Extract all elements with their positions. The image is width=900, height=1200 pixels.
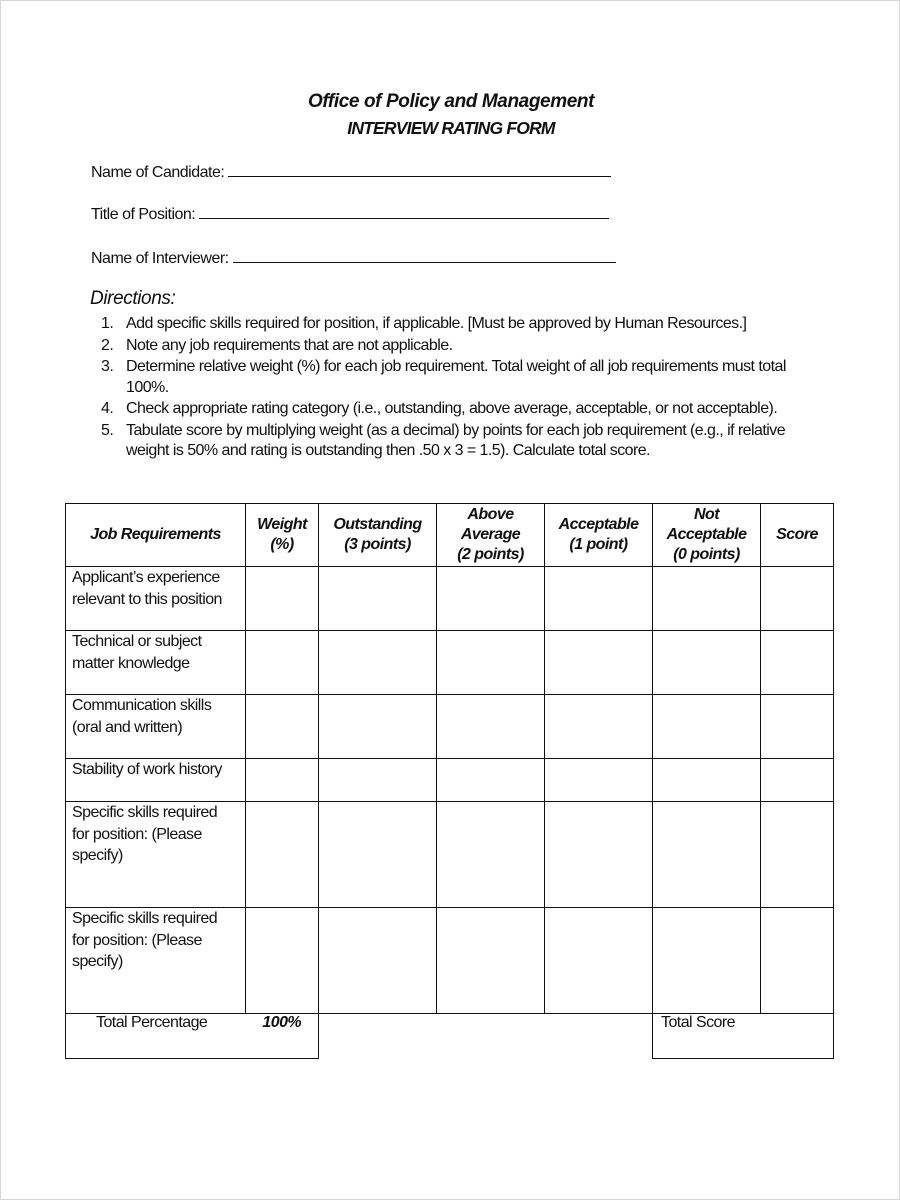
above-average-cell[interactable] [437,802,545,908]
score-cell[interactable] [761,631,834,695]
not-acceptable-cell[interactable] [653,908,761,1014]
document-subtitle: INTERVIEW RATING FORM [347,118,555,138]
directions-heading: Directions: [90,288,176,309]
not-acceptable-cell[interactable] [653,631,761,695]
above-average-cell[interactable] [437,567,545,631]
header-acceptable: Acceptable (1 point) [545,504,653,567]
acceptable-cell[interactable] [545,631,653,695]
direction-item: 2. Note any job requirements that are not applicable. [101,336,453,354]
candidate-blank-line[interactable] [228,162,611,177]
direction-item: 1. Add specific skills required for position, if applicable. [Must be approved by Human Resources.] [101,315,747,332]
candidate-label: Name of Candidate: [91,164,229,181]
not-acceptable-cell[interactable] [653,759,761,802]
score-cell[interactable] [761,695,834,759]
interviewer-blank-line[interactable] [233,248,616,263]
weight-cell[interactable] [246,759,319,802]
header-above-average: Above Average (2 points) [437,504,545,567]
header-weight: Weight (%) [246,504,319,567]
weight-cell[interactable] [246,908,319,1014]
position-blank-line[interactable] [199,204,609,219]
header-outstanding: Outstanding (3 points) [319,504,437,567]
table-row [66,567,834,631]
not-acceptable-cell[interactable] [653,567,761,631]
requirement-cell: Technical or subject matter knowledge [66,631,246,695]
requirement-cell: Specific skills required for position: (Please specify) [66,908,246,1014]
table-row [66,802,834,908]
above-average-cell[interactable] [437,695,545,759]
header-score: Score [761,504,834,567]
requirement-cell: Stability of work history [66,759,246,802]
directions-list [101,314,821,463]
outstanding-cell[interactable] [319,631,437,695]
table-row [66,908,834,1014]
header-not-acceptable: Not Acceptable (0 points) [653,504,761,567]
acceptable-cell[interactable] [545,802,653,908]
acceptable-cell[interactable] [545,567,653,631]
requirement-cell: Specific skills required for position: (Please specify) [66,802,246,908]
above-average-cell[interactable] [437,908,545,1014]
requirement-cell: Communication skills (oral and written) [66,695,246,759]
outstanding-cell[interactable] [319,695,437,759]
table-row [66,631,834,695]
outstanding-cell[interactable] [319,802,437,908]
candidate-field [91,162,611,182]
direction-item: 5. Tabulate score by multiplying weight (as a decimal) by points for each job requirement (e.g., if relative weight is 50% and rating is outstanding then .50 x 3 = 1.5). Calculate total score. [101,421,786,459]
outstanding-cell[interactable] [319,908,437,1014]
document-title: Office of Policy and Management [307,91,595,112]
position-label: Title of Position: [91,206,200,223]
total-row-spacer [319,1014,653,1059]
above-average-cell[interactable] [437,759,545,802]
weight-cell[interactable] [246,802,319,908]
total-percentage-label: Total Percentage [66,1014,246,1059]
rating-table [65,503,834,1059]
score-cell[interactable] [761,908,834,1014]
interviewer-field [91,248,616,268]
not-acceptable-cell[interactable] [653,802,761,908]
outstanding-cell[interactable] [319,567,437,631]
requirement-cell: Applicant’s experience relevant to this position [66,567,246,631]
score-cell[interactable] [761,759,834,802]
table-row [66,695,834,759]
not-acceptable-cell[interactable] [653,695,761,759]
acceptable-cell[interactable] [545,908,653,1014]
interviewer-label: Name of Interviewer: [91,250,233,267]
weight-cell[interactable] [246,695,319,759]
score-cell[interactable] [761,567,834,631]
total-score-label[interactable]: Total Score [653,1014,834,1059]
acceptable-cell[interactable] [545,759,653,802]
outstanding-cell[interactable] [319,759,437,802]
score-cell[interactable] [761,802,834,908]
total-percentage-value: 100% [246,1014,319,1059]
table-row [66,759,834,802]
acceptable-cell[interactable] [545,695,653,759]
direction-item: 3. Determine relative weight (%) for each job requirement. Total weight of all job requirements must total 100%. [101,358,786,396]
weight-cell[interactable] [246,631,319,695]
position-field [91,204,609,224]
total-row [66,1014,834,1059]
weight-cell[interactable] [246,567,319,631]
header-job-requirements: Job Requirements [66,504,246,567]
table-header-row [66,504,834,567]
above-average-cell[interactable] [437,631,545,695]
direction-item: 4. Check appropriate rating category (i.e., outstanding, above average, acceptable, or not acceptable). [101,400,778,417]
